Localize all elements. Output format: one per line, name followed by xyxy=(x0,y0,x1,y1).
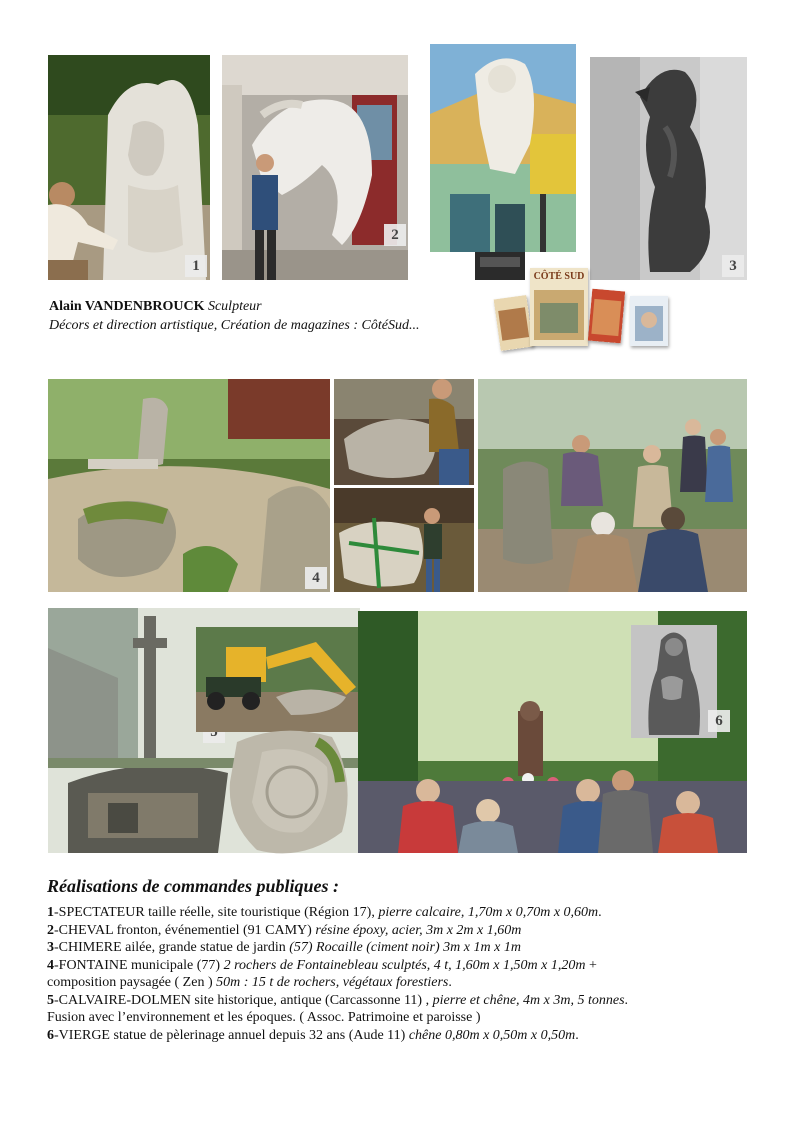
photo-number-label: 2 xyxy=(384,224,406,246)
list-item: 4-FONTAINE municipale (77) 2 rochers de Fontainebleau sculptés, 4 t, 1,60m x 1,50m x 1,20m + xyxy=(47,957,597,973)
photo-detail-strip xyxy=(475,252,525,280)
photo-chimere-statue xyxy=(590,57,747,280)
photo-cheval-facade xyxy=(430,44,576,252)
artist-description: Décors et direction artistique, Création de magazines : CôtéSud... xyxy=(49,318,420,333)
list-item: 5-CALVAIRE-DOLMEN site historique, antique (Carcassonne 11) , pierre et chêne, 4m x 3m, 5 tonnes. xyxy=(47,992,629,1008)
photo-cheval-fronton xyxy=(222,55,408,280)
photo-fontaine-inauguration xyxy=(478,379,747,592)
magazine-cover-3 xyxy=(588,289,625,344)
magazine-cover-1 xyxy=(494,295,534,351)
photo-fontaine-municipale xyxy=(48,379,330,592)
photo-spectateur-sculpture xyxy=(48,55,210,280)
photo-vierge-statue xyxy=(631,625,717,738)
artist-name: Alain VANDENBROUCK xyxy=(49,299,205,314)
artist-role: Sculpteur xyxy=(204,299,262,314)
magazine-cover-4 xyxy=(630,296,668,346)
commission-list xyxy=(47,904,747,1044)
photo-moving-rock xyxy=(334,488,474,592)
photo-excavator xyxy=(196,627,382,732)
list-item: 2-CHEVAL fronton, événementiel (91 CAMY) résine époxy, acier, 3m x 2m x 1,60m xyxy=(47,922,522,938)
photo-dolmen-stone xyxy=(222,722,355,862)
list-item: composition paysagée ( Zen ) 50m : 15 t de rochers, végétaux forestiers. xyxy=(47,975,452,990)
list-item: 6-VIERGE statue de pèlerinage annuel depuis 32 ans (Aude 11) chêne 0,80m x 0,50m x 0,50m. xyxy=(47,1027,579,1043)
artist-caption xyxy=(49,297,419,335)
photo-number-label: 6 xyxy=(708,710,730,732)
list-item: Fusion avec l’environnement et les époques. ( Assoc. Patrimoine et paroisse ) xyxy=(47,1010,481,1025)
photo-number-label: 1 xyxy=(185,255,207,277)
magazine-cover-cote-sud xyxy=(530,268,588,346)
list-item: 3-CHIMERE ailée, grande statue de jardin (57) Rocaille (ciment noir) 3m x 1m x 1m xyxy=(47,940,521,955)
magazine-cover-title: CÔTÉ SUD xyxy=(533,271,585,282)
list-item: 1-SPECTATEUR taille réelle, site touristique (Région 17), pierre calcaire, 1,70m x 0,70m x 0,60m. xyxy=(47,905,602,920)
photo-number-label: 4 xyxy=(305,567,327,589)
section-title: Réalisations de commandes publiques : xyxy=(47,876,340,896)
photo-number-label: 3 xyxy=(722,255,744,277)
photo-sculpting-rock xyxy=(334,379,474,485)
